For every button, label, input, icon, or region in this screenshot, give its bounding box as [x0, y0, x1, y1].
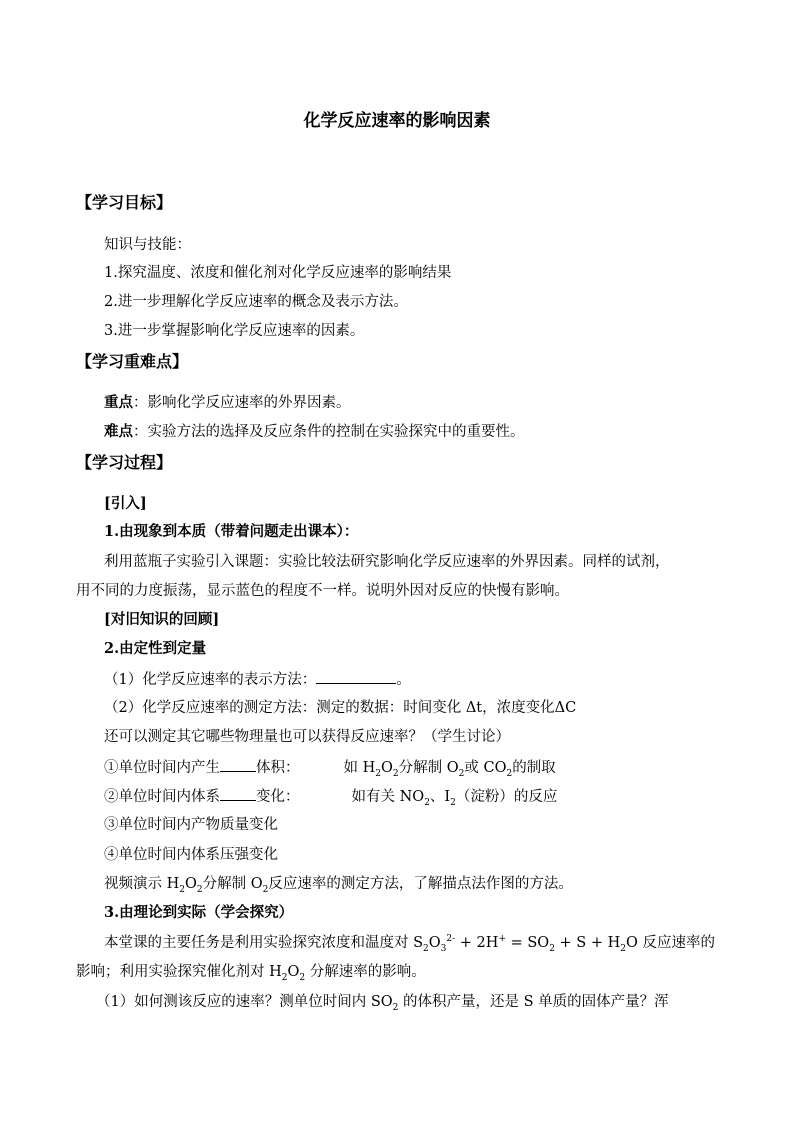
- paragraph-line: [76, 962, 426, 982]
- question-1-text: （1）化学反应速率的表示方法：: [104, 672, 317, 688]
- formula-text: 如 H: [343, 760, 376, 776]
- subscript: 2: [620, 943, 626, 954]
- method-1-text: 体积：: [256, 760, 300, 776]
- method-1: [104, 757, 556, 778]
- objective-item: 1.探究温度、浓度和催化剂对化学反应速率的影响结果: [104, 265, 452, 281]
- formula-text: 反应速率的测定方法，了解描点法作图的方法。: [268, 876, 573, 892]
- objectives-intro: 知识与技能：: [104, 237, 191, 253]
- superscript: +: [498, 934, 506, 945]
- formula-text: 如有关 NO: [351, 789, 425, 805]
- subscript: 2: [179, 884, 185, 895]
- formula-text: O: [287, 964, 300, 980]
- subscript: 2: [392, 1002, 399, 1013]
- formula-text: 的制取: [512, 760, 556, 776]
- formula-text: + 2H: [455, 935, 499, 951]
- formula-text: （淀粉）的反应: [455, 789, 558, 805]
- formula-text: 分解制 O: [202, 876, 263, 892]
- method-2-text: ②单位时间内体系: [104, 789, 220, 805]
- difficult-point-line: [104, 422, 525, 442]
- question-2: （2）化学反应速率的测定方法：测定的数据：时间变化 Δt，浓度变化ΔC: [104, 700, 577, 716]
- formula-text: = SO: [505, 935, 550, 951]
- section-heading-objectives: 【学习目标】: [76, 193, 173, 212]
- video-demo-line: [104, 874, 573, 894]
- formula-text: O: [428, 935, 441, 951]
- formula-text: 本堂课的主要任务是利用实验探究浓度和温度对 S: [104, 935, 424, 951]
- formula-text: 影响；利用实验探究催化剂对 H: [76, 964, 282, 980]
- key-point-text: ：影响化学反应速率的外界因素。: [133, 395, 351, 411]
- intro-tag: [引入]: [104, 495, 147, 512]
- part3-title: 3.由理论到实际（学会探究）: [104, 904, 294, 921]
- subscript: 2: [450, 797, 456, 808]
- subscript: 2: [549, 943, 555, 954]
- paragraph-line: 用不同的力度振荡，显示蓝色的程度不一样。说明外因对反应的快慢有影响。: [76, 583, 569, 599]
- method-1-text: ①单位时间内产生: [104, 760, 220, 776]
- subscript: 2: [299, 972, 306, 983]
- paragraph-line: [104, 933, 715, 953]
- paragraph-line: 利用蓝瓶子实验引入课题：实验比较法研究影响化学反应速率的外界因素。同样的试剂，: [104, 554, 670, 570]
- answer-blank: [316, 669, 396, 684]
- part2-title: 2.由定性到定量: [104, 640, 207, 657]
- subscript: 3: [440, 943, 447, 954]
- review-tag: [对旧知识的回顾]: [104, 611, 220, 628]
- subscript: 2: [506, 768, 513, 779]
- method-3: ③单位时间内产物质量变化: [104, 817, 278, 833]
- question-3: 还可以测定其它哪些物理量也可以获得反应速率？（学生讨论）: [104, 729, 510, 745]
- page-title: 化学反应速率的影响因素: [303, 111, 491, 131]
- subscript: 2: [392, 768, 399, 779]
- method-2-text: 变化：: [256, 789, 300, 805]
- paragraph-line: [96, 992, 669, 1012]
- key-point-line: [104, 393, 351, 413]
- answer-blank: [220, 757, 256, 772]
- section-heading-key-points: 【学习重难点】: [76, 352, 189, 371]
- question-1-end: 。: [396, 672, 411, 688]
- subscript: 2: [424, 797, 430, 808]
- formula-text: O: [185, 876, 197, 892]
- method-2: [104, 786, 557, 807]
- subscript: 2: [375, 768, 381, 779]
- formula-text: + S + H: [554, 935, 621, 951]
- key-point-label: 重点: [104, 394, 133, 411]
- objective-item: 2.进一步理解化学反应速率的概念及表示方法。: [104, 294, 408, 310]
- subscript: 2: [196, 884, 203, 895]
- part1-title: 1.由现象到本质（带着问题走出课本）：: [104, 523, 359, 540]
- difficult-point-label: 难点: [104, 423, 133, 440]
- subscript: 2: [281, 972, 288, 983]
- formula-text: 视频演示 H: [104, 876, 180, 892]
- question-1: [104, 669, 411, 690]
- formula-text: 分解制 O: [398, 760, 459, 776]
- formula-text: （1）如何测该反应的速率？测单位时间内 SO: [96, 994, 393, 1010]
- formula-text: 或 CO: [464, 760, 507, 776]
- objective-item: 3.进一步掌握影响化学反应速率的因素。: [104, 323, 365, 339]
- formula-text: 的体积产量，还是 S 单质的固体产量？浑: [398, 994, 669, 1010]
- formula-text: 分解速率的影响。: [305, 964, 426, 980]
- subscript: 2: [423, 943, 429, 954]
- subscript: 2: [262, 884, 269, 895]
- formula-text: O: [381, 760, 393, 776]
- difficult-point-text: ：实验方法的选择及反应条件的控制在实验探究中的重要性。: [133, 424, 525, 440]
- formula-text: 、I: [429, 789, 451, 805]
- subscript: 2: [458, 768, 465, 779]
- answer-blank: [220, 786, 256, 801]
- method-4: ④单位时间内体系压强变化: [104, 847, 278, 863]
- superscript: 2-: [446, 934, 456, 945]
- section-heading-process: 【学习过程】: [76, 453, 173, 472]
- formula-text: O 反应速率的: [625, 935, 715, 951]
